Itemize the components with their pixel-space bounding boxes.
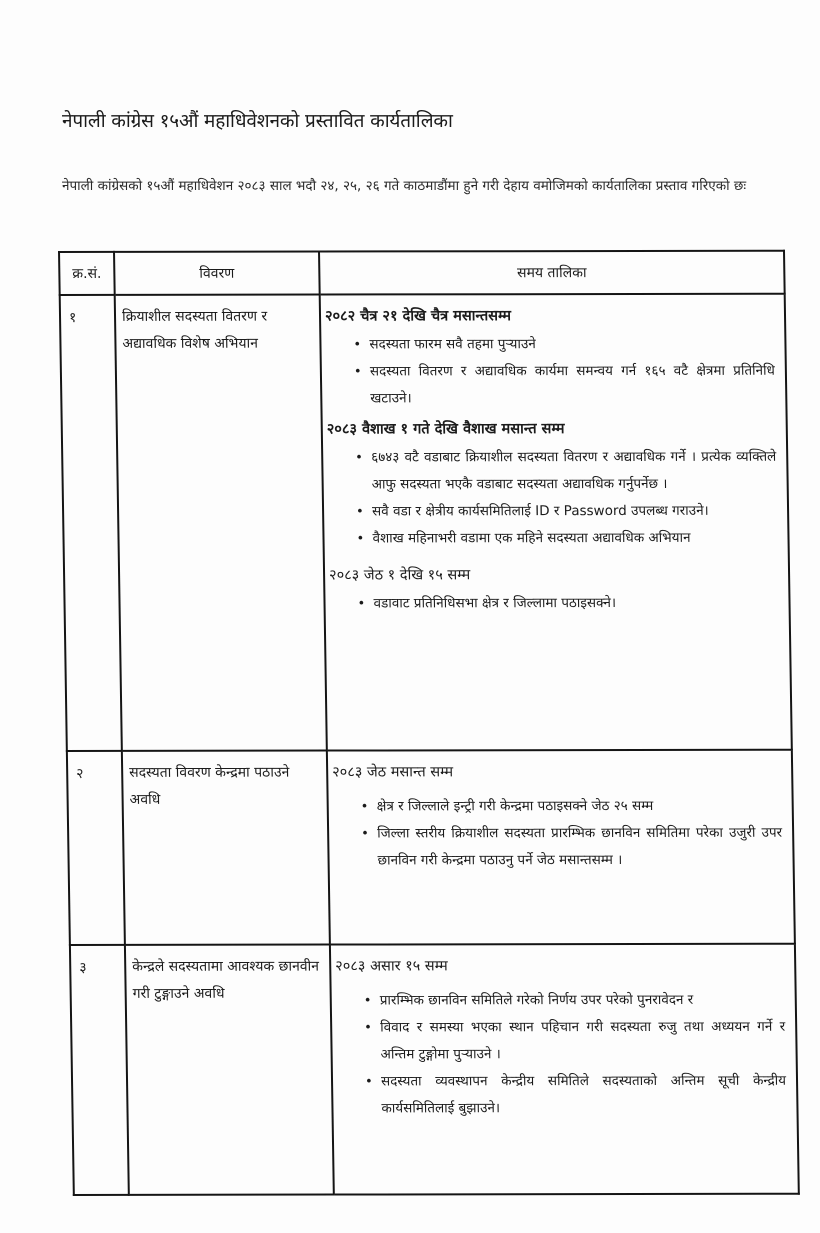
description-cell: क्रियाशील सदस्यता वितरण र अद्यावधिक विशेष अभियान	[115, 295, 327, 751]
schedule-cell	[320, 294, 792, 751]
table-row	[67, 750, 795, 945]
bullet-icon: •	[353, 337, 362, 353]
period-heading: २०८२ चैत्र २१ देखि चैत्र मसान्तसम्म	[324, 308, 512, 325]
item-list	[329, 590, 778, 618]
document-title: नेपाली कांग्रेस १५औं महाधिवेशनको प्रस्तावित कार्यतालिका	[62, 109, 453, 132]
bullet-icon: •	[355, 504, 364, 520]
table-row	[70, 944, 799, 1195]
period-heading: २०८३ जेठ १ देखि १५ सम्म	[328, 567, 471, 584]
list-item	[356, 525, 777, 553]
table-header-row	[59, 251, 785, 295]
bullet-icon: •	[361, 826, 369, 842]
table-row	[60, 294, 792, 751]
header-serial: क्र.सं.	[59, 252, 115, 295]
list-item-text: ६७४३ वटै वडाबाट क्रियाशील सदस्यता वितरण र अद्यावधिक गर्ने । प्रत्येक व्यक्तिले आफु सदस्यता भएकै वडाबाट सदस्यता अद्यावधिक गर्नुपर्नेछ ।	[371, 448, 777, 493]
list-item-text: सवै वडा र क्षेत्रीय कार्यसमितिलाई ID र Password उपलब्ध गराउने।	[371, 502, 709, 520]
schedule-table-wrapper	[58, 250, 800, 1196]
list-item-text: वडावाट प्रतिनिधिसभा क्षेत्र र जिल्लामा पठाइसक्ने।	[373, 595, 617, 612]
bullet-icon: •	[364, 1020, 372, 1036]
schedule-cell	[330, 944, 799, 1195]
list-item	[364, 987, 785, 1015]
list-item-text: विवाद र समस्या भएका स्थान पहिचान गरी सदस्यता रुजु तथा अध्ययन गर्ने र अन्तिम टुङ्गोमा पुऱ्याउने ।	[380, 1018, 786, 1063]
schedule-cell	[327, 750, 795, 945]
list-item	[355, 444, 777, 499]
description-cell: केन्द्रले सदस्यतामा आवश्यक छानवीन गरी टुङ्गाउने अवधि	[125, 945, 334, 1195]
list-item	[364, 1014, 786, 1069]
list-item	[361, 820, 783, 875]
list-item-text: सदस्यता वितरण र अद्यावधिक कार्यमा समन्वय गर्न १६५ वटै क्षेत्रमा प्रतिनिधि खटाउने।	[369, 362, 776, 407]
serial-cell: २	[67, 751, 125, 945]
serial-cell: १	[60, 295, 122, 751]
bullet-icon: •	[355, 450, 364, 466]
list-item-text: सदस्यता व्यवस्थापन केन्द्रीय समितिले सदस्यताको अन्तिम सूची केन्द्रीय कार्यसमितिलाई बुझाउने।	[380, 1072, 787, 1117]
list-item	[361, 793, 782, 821]
list-item	[356, 498, 777, 526]
bullet-icon: •	[356, 531, 365, 547]
serial-cell: ३	[70, 945, 129, 1195]
period-heading: २०८३ जेठ मसान्त सम्म	[332, 764, 454, 781]
bullet-icon: •	[357, 596, 366, 612]
list-item	[365, 1068, 787, 1123]
item-list	[333, 793, 783, 875]
list-item-text: जिल्ला स्तरीय क्रियाशील सदस्यता प्रारम्भिक छानविन समितिमा परेका उजुरी उपर छानविन गरी केन्द्रमा पठाउनु पर्ने जेठ मसान्तसम्म ।	[377, 824, 783, 869]
item-list	[325, 331, 775, 413]
header-schedule: समय तालिका	[319, 251, 785, 295]
list-item-text: सदस्यता फारम सवै तहमा पुऱ्याउने	[369, 336, 536, 353]
list-item	[357, 590, 778, 618]
period-heading: २०८३ वैशाख १ गते देखि वैशाख मसान्त सम्म	[326, 421, 565, 438]
item-list	[327, 444, 778, 553]
bullet-icon: •	[353, 364, 362, 380]
item-list	[336, 987, 787, 1123]
bullet-icon: •	[363, 993, 372, 1009]
description-cell: सदस्यता विवरण केन्द्रमा पठाउने अवधि	[122, 751, 330, 945]
schedule-table	[58, 250, 800, 1196]
bullet-icon: •	[360, 799, 369, 815]
list-item-text: क्षेत्र र जिल्लाले इन्ट्री गरी केन्द्रमा पठाइसक्ने जेठ २५ सम्म	[376, 797, 654, 815]
list-item	[354, 358, 776, 413]
list-item-text: वैशाख महिनाभरी वडामा एक महिने सदस्यता अद्यावधिक अभियान	[372, 529, 691, 547]
period-heading: २०८३ असार १५ सम्म	[335, 958, 448, 975]
list-item	[353, 331, 774, 359]
bullet-icon: •	[364, 1074, 373, 1090]
intro-paragraph: नेपाली कांग्रेसको १५औं महाधिवेशन २०८३ साल भदौ २४, २५, २६ गते काठमाडौंमा हुने गरी देहाय वमोजिमको कार्यतालिका प्रस्ताव गरिएको छः	[62, 177, 747, 194]
header-description: विवरण	[114, 252, 320, 295]
list-item-text: प्रारम्भिक छानविन समितिले गरेको निर्णय उपर परेको पुनरावेदन र	[379, 991, 694, 1009]
